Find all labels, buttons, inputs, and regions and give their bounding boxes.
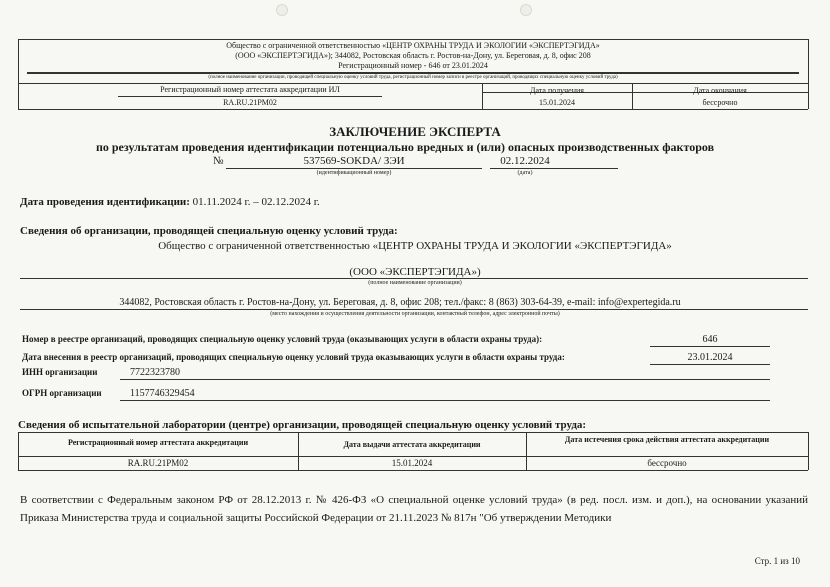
lab-col-expiry: Дата истечения срока действия аттестата аккредитации: [564, 435, 770, 444]
org-address-caption: (место нахождения и осуществления деятельности организации, контактный телефон, адрес электронной почты): [270, 311, 560, 317]
org-address: 344082, Ростовская область г. Ростов-на-Дону, ул. Береговая, д. 8, офис 208; тел./факс: 8 (863) 303-64-39, e-mail: info@expertegida.ru: [119, 297, 681, 308]
page-number: Стр. 1 из 10: [754, 556, 800, 566]
header-org-name: Общество с ограниченной ответственностью «ЦЕНТР ОХРАНЫ ТРУДА И ЭКОЛОГИИ «ЭКСПЕРТЭГИДА»: [226, 41, 600, 50]
lab-heading: Сведения об испытательной лаборатории (центре) организации, проводящей специальную оценку условий труда:: [18, 419, 587, 431]
registry-number-label: Номер в реестре организаций, проводящих специальную оценку условий труда (оказывающих услуги в области охраны труда):: [22, 334, 543, 344]
punch-hole-mark: [520, 4, 532, 16]
header-col-expires: Дата окончания: [693, 86, 747, 95]
number-sign: №: [213, 155, 224, 167]
org-name-caption: (полное наименование организации): [368, 280, 462, 286]
body-paragraph: В соответствии с Федеральным законом РФ от 28.12.2013 г. № 426-ФЗ «О специальной оценке условий труда» (в ред. посл. изм. и доп.), на основании указаний Приказа Министерства труда и социальной защиты Российской Федерации от 21.11.2023 № 817н "Об утверждении Методики: [20, 494, 808, 524]
header-registration-number: Регистрационный номер - 646 от 23.01.2024: [338, 61, 488, 70]
inn-value: 7722323780: [130, 367, 180, 378]
org-short-name: (ООО «ЭКСПЕРТЭГИДА»): [349, 266, 481, 278]
lab-col-issued: Дата выдачи аттестата аккредитации: [343, 440, 481, 449]
identification-date-value: 01.11.2024 г. – 02.12.2024 г.: [192, 196, 320, 208]
lab-val-issued: 15.01.2024: [391, 458, 433, 468]
registry-date-label: Дата внесения в реестр организаций, проводящих специальную оценку условий труда оказывающих услуги в области охраны труда:: [22, 352, 565, 362]
header-col-received: Дата получения: [530, 86, 584, 95]
punch-hole-mark: [276, 4, 288, 16]
document-subtitle: по результатам проведения идентификации потенциально вредных и (или) опасных производственных факторов: [95, 140, 715, 154]
org-full-name: Общество с ограниченной ответственностью «ЦЕНТР ОХРАНЫ ТРУДА И ЭКОЛОГИИ «ЭКСПЕРТЭГИДА»: [158, 240, 672, 252]
lab-val-expiry: бессрочно: [647, 458, 687, 468]
registry-number-value: 646: [702, 334, 718, 345]
org-heading: Сведения об организации, проводящей специальную оценку условий труда:: [20, 225, 398, 237]
header-col-accreditation: Регистрационный номер аттестата аккредитации ИЛ: [160, 85, 340, 94]
header-val-accreditation: RA.RU.21PM02: [223, 98, 277, 107]
document-title: ЗАКЛЮЧЕНИЕ ЭКСПЕРТА: [329, 124, 501, 139]
document-number-caption: (идентификационный номер): [316, 170, 392, 176]
document-date: 02.12.2024: [500, 155, 550, 167]
identification-date-row: [20, 196, 320, 208]
lab-val-accreditation: RA.RU.21PM02: [127, 458, 189, 468]
document-number: 537569-SOKDA/ ЗЭИ: [303, 155, 405, 167]
document-date-caption: (дата): [517, 170, 533, 176]
header-val-expires: бессрочно: [702, 98, 738, 107]
header-caption: (полное наименование организации, проводящей специальную оценку условий труда, регистрационный номер записи в реестре организаций, проводящих специальную оценку условий труда): [208, 75, 618, 80]
lab-col-accreditation: Регистрационный номер аттестата аккредитации: [67, 438, 249, 447]
ogrn-value: 1157746329454: [130, 388, 195, 399]
inn-label: ИНН организации: [22, 367, 98, 377]
header-org-address: (ООО «ЭКСПЕРТЭГИДА»); 344082, Ростовская область г. Ростов-на-Дону, ул. Береговая, д. 8, офис 208: [235, 51, 591, 60]
registry-date-value: 23.01.2024: [687, 352, 733, 363]
identification-date-label: Дата проведения идентификации:: [20, 196, 190, 208]
ogrn-label: ОГРН организации: [22, 388, 102, 398]
header-val-received: 15.01.2024: [539, 98, 575, 107]
